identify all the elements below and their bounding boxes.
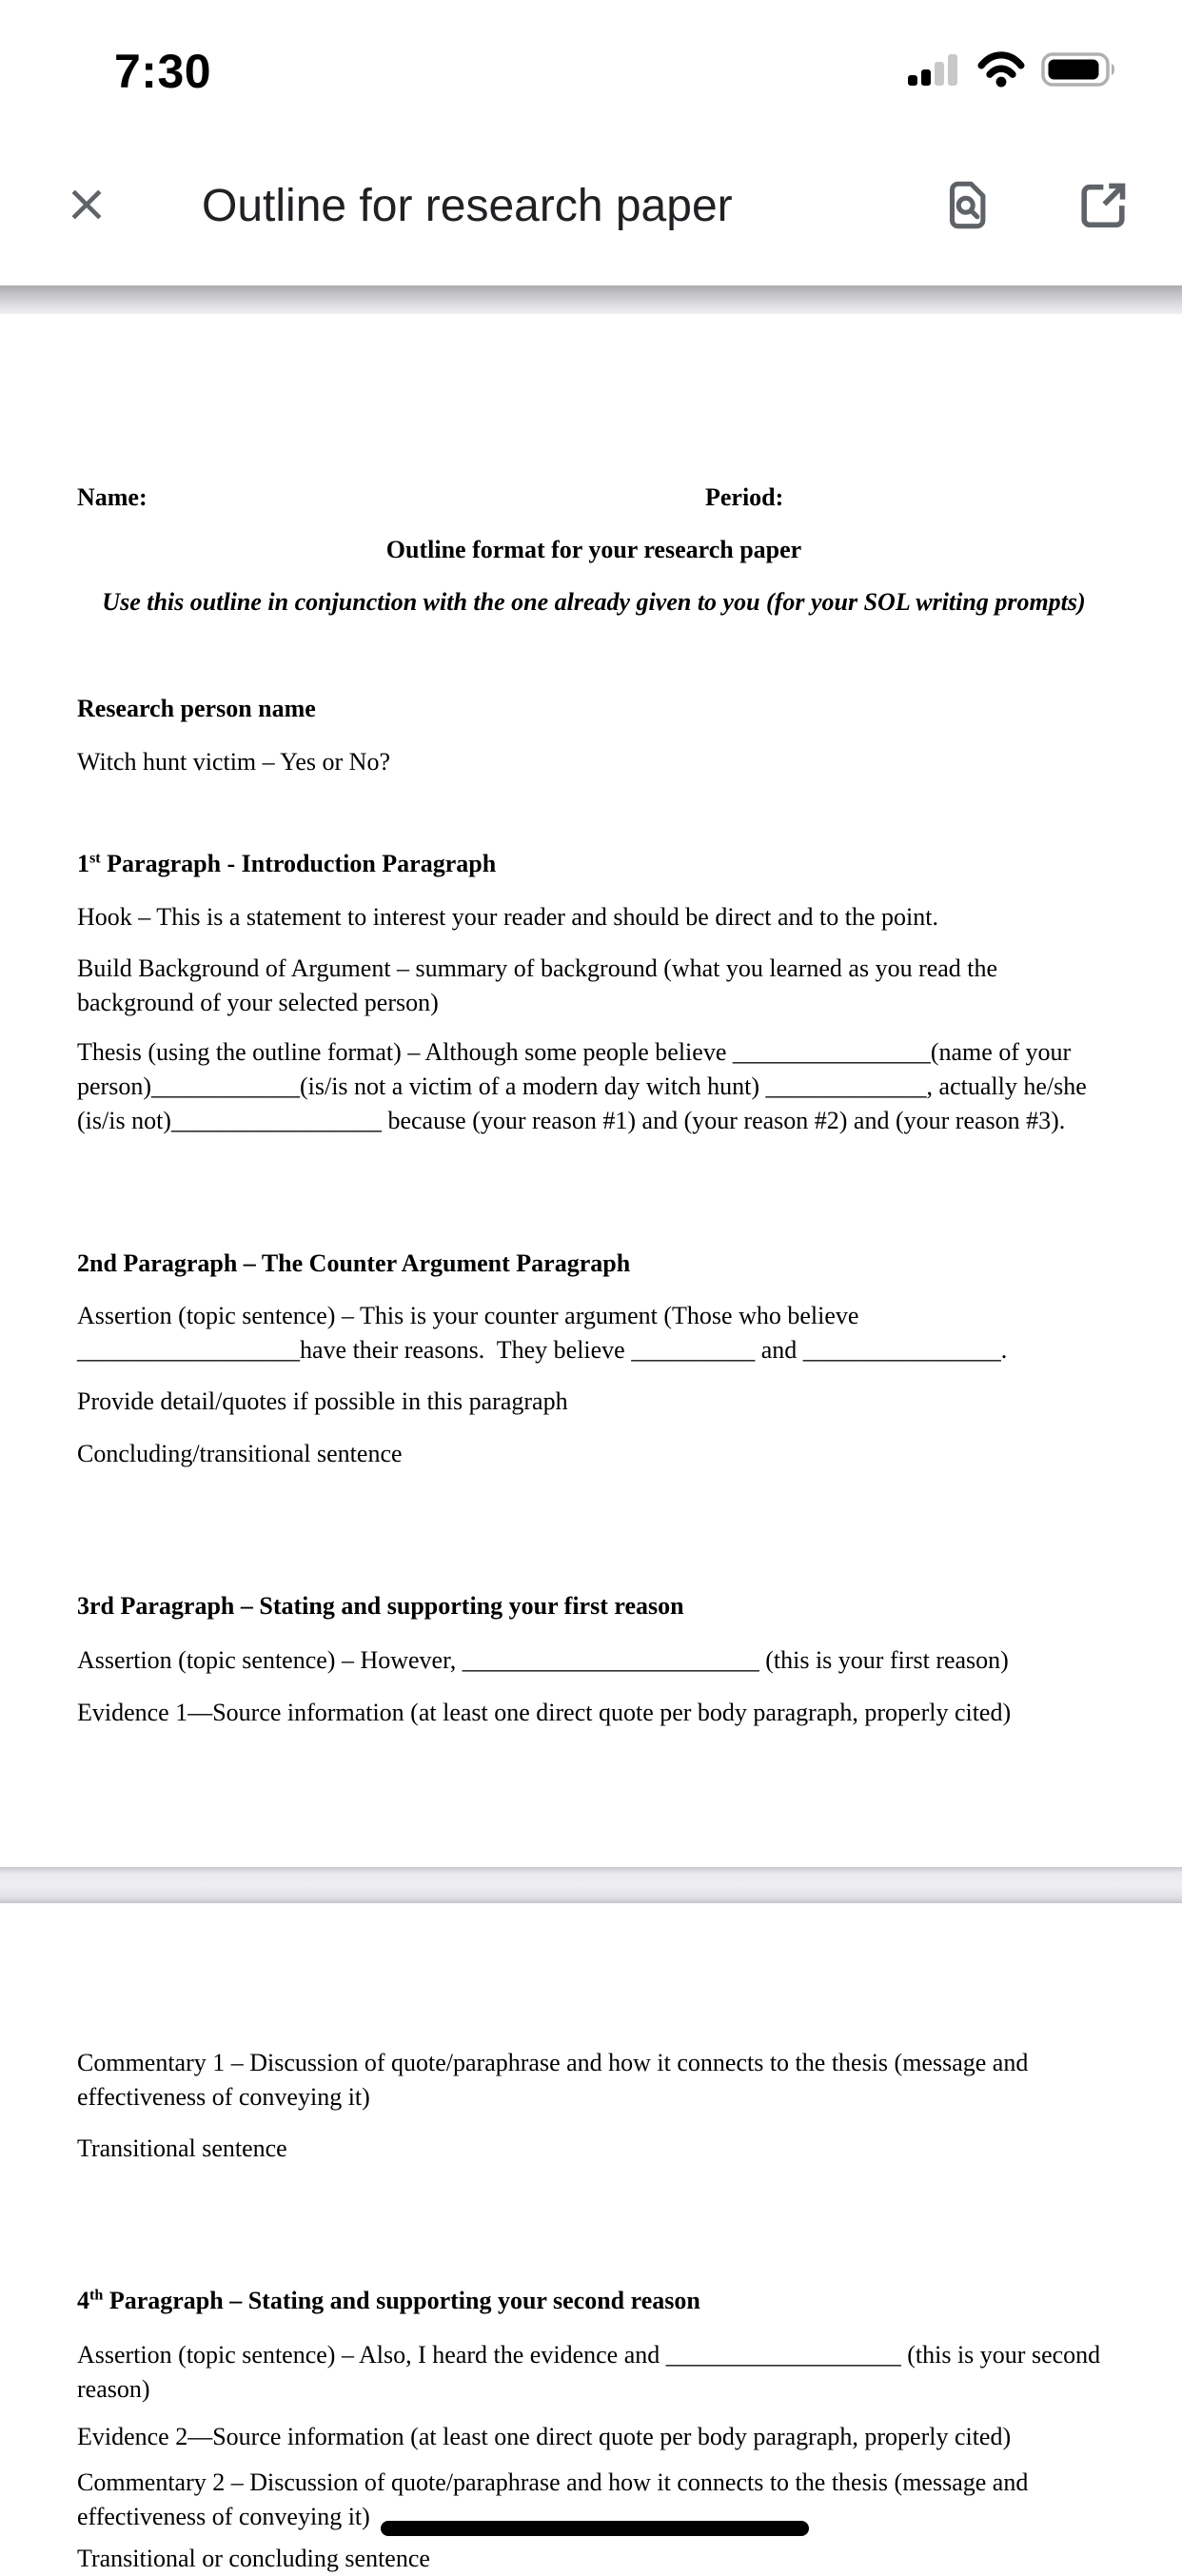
commentary1-line: Commentary 1 – Discussion of quote/paraphrase and how it connects to the thesis (message and effectiveness of conveying it) bbox=[77, 2049, 1034, 2111]
paragraph1-heading: 1st Paragraph - Introduction Paragraph bbox=[77, 850, 497, 877]
status-bar bbox=[0, 0, 1182, 126]
build-background-line: Build Background of Argument – summary of background (what you learned as you read the background of your selected person) bbox=[77, 954, 1004, 1016]
status-time: 7:30 bbox=[114, 45, 212, 98]
document-page-2 bbox=[0, 1903, 1182, 2572]
witch-hunt-line: Witch hunt victim – Yes or No? bbox=[77, 748, 390, 776]
close-icon bbox=[65, 183, 108, 229]
open-in-icon bbox=[1075, 177, 1131, 235]
battery-icon bbox=[1041, 51, 1121, 92]
hook-line: Hook – This is a statement to interest your reader and should be direct and to the point. bbox=[77, 903, 938, 931]
thesis-line: Thesis (using the outline format) – Although some people believe ________________(name of your person)____________(is/is not a victim of a modern day witch hunt) _____________, actually he/she (is/is not)_________________ because (your reason #1) and (your reason #2) and (your reason #3). bbox=[77, 1038, 1093, 1134]
document-page-1 bbox=[0, 314, 1182, 1867]
provide-detail-line: Provide detail/quotes if possible in this paragraph bbox=[77, 1387, 568, 1415]
app-header bbox=[0, 126, 1182, 285]
find-in-document-button[interactable] bbox=[938, 177, 994, 235]
document-search-icon bbox=[938, 177, 994, 235]
paragraph2-heading: 2nd Paragraph – The Counter Argument Paragraph bbox=[77, 1249, 631, 1277]
name-label: Name: bbox=[77, 483, 148, 511]
paragraph3-heading: 3rd Paragraph – Stating and supporting your first reason bbox=[77, 1592, 684, 1620]
paragraph3-assertion: Assertion (topic sentence) – However, ________________________ (this is your first reason) bbox=[77, 1646, 1009, 1674]
status-icons bbox=[908, 51, 1121, 92]
research-person-heading: Research person name bbox=[77, 695, 316, 722]
toolbar-shadow bbox=[0, 285, 1182, 314]
document-viewer[interactable] bbox=[0, 314, 1182, 2572]
paragraph4-assertion: Assertion (topic sentence) – Also, I heard the evidence and ___________________ (this is your second reason) bbox=[77, 2341, 1107, 2403]
home-indicator[interactable] bbox=[381, 2521, 809, 2536]
evidence2-line: Evidence 2—Source information (at least one direct quote per body paragraph, properly cited) bbox=[77, 2423, 1012, 2450]
evidence1-line: Evidence 1—Source information (at least one direct quote per body paragraph, properly cited) bbox=[77, 1699, 1012, 1726]
doc-title: Outline format for your research paper bbox=[385, 536, 802, 563]
commentary2-line: Commentary 2 – Discussion of quote/paraphrase and how it connects to the thesis (message and effectiveness of conveying it) bbox=[77, 2468, 1034, 2530]
concluding-transitional-line: Concluding/transitional sentence bbox=[77, 1440, 403, 1467]
cellular-signal-icon bbox=[908, 52, 961, 91]
page-title: Outline for research paper bbox=[202, 180, 733, 231]
paragraph4-heading: 4th Paragraph – Stating and supporting your second reason bbox=[77, 2287, 700, 2314]
close-button[interactable] bbox=[65, 183, 108, 229]
name-period-row bbox=[77, 481, 1111, 515]
page-break-divider bbox=[0, 1867, 1182, 1903]
header-actions bbox=[938, 177, 1131, 235]
doc-subtitle: Use this outline in conjunction with the one already given to you (for your SOL writing prompts) bbox=[102, 588, 1086, 616]
open-in-button[interactable] bbox=[1075, 177, 1131, 235]
period-label: Period: bbox=[705, 483, 784, 511]
wifi-icon bbox=[977, 51, 1025, 92]
transitional-sentence-line: Transitional sentence bbox=[77, 2134, 287, 2162]
paragraph2-assertion: Assertion (topic sentence) – This is your counter argument (Those who believe __________________have their reasons. They believe __________ and ________________. bbox=[77, 1302, 1008, 1364]
transitional-concluding-line: Transitional or concluding sentence bbox=[77, 2545, 430, 2572]
